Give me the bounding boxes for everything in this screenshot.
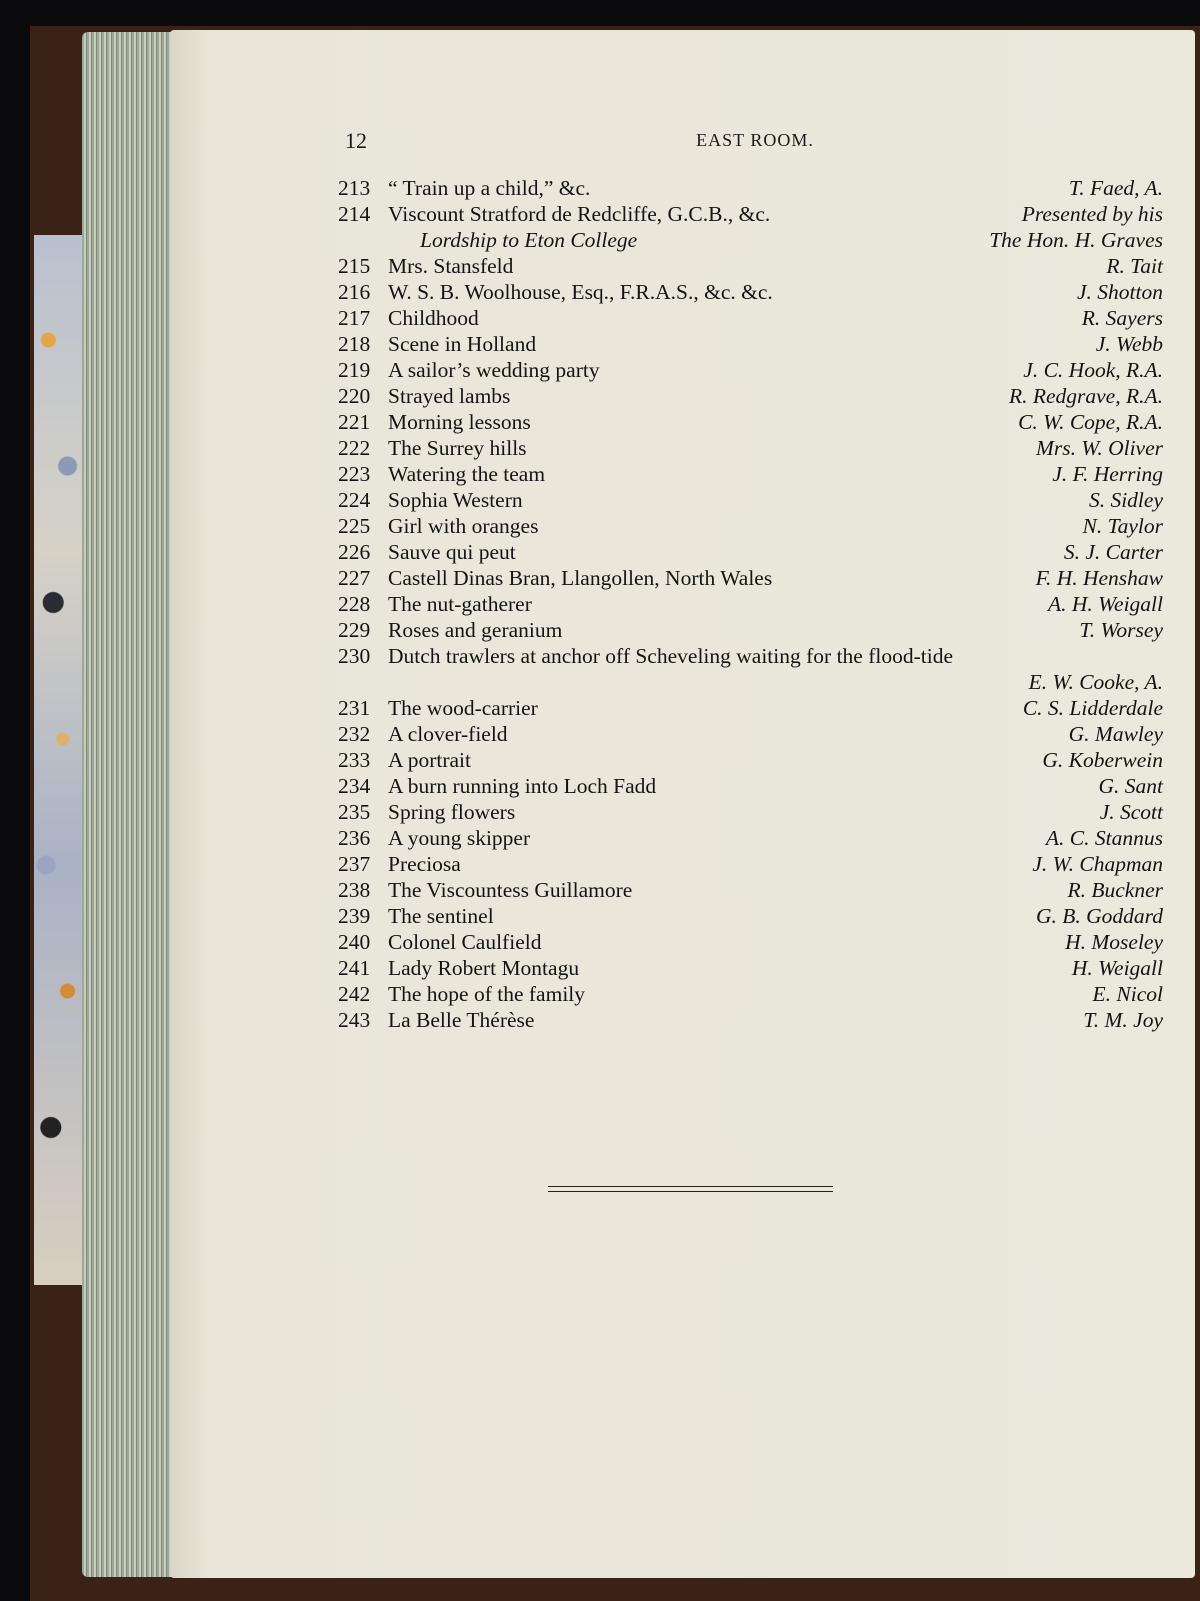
catalogue-entry [338, 981, 1163, 1007]
entry-artist: H. Weigall [1071, 956, 1163, 980]
entry-number: 218 [338, 332, 371, 356]
entry-number: 221 [338, 410, 371, 434]
entry-number: 216 [338, 280, 371, 304]
entry-title: Childhood [388, 306, 479, 330]
entry-number: 233 [338, 748, 371, 772]
entry-artist: J. W. Chapman [1032, 852, 1163, 876]
catalogue-entry [338, 591, 1163, 617]
entry-title: The Surrey hills [388, 436, 527, 460]
entry-number: 238 [338, 878, 371, 902]
catalogue-entry [338, 383, 1163, 409]
entry-note: Presented by his [1021, 202, 1163, 226]
catalogue-entries [338, 175, 1163, 1033]
entry-artist: H. Moseley [1065, 930, 1163, 954]
entry-title: Sauve qui peut [388, 540, 516, 564]
entry-title: Preciosa [388, 852, 461, 876]
entry-title: Lordship to Eton College [420, 228, 638, 252]
entry-number: 235 [338, 800, 371, 824]
entry-artist: A. H. Weigall [1047, 592, 1163, 616]
entry-artist: S. J. Carter [1063, 540, 1163, 564]
catalogue-entry [338, 435, 1163, 461]
entry-title: Watering the team [388, 462, 546, 486]
entry-title: A sailor’s wedding party [388, 358, 600, 382]
entry-artist: Mrs. W. Oliver [1035, 436, 1163, 460]
catalogue-entry [338, 305, 1163, 331]
entry-artist: G. B. Goddard [1035, 904, 1163, 928]
entry-number: 237 [338, 852, 371, 876]
entry-artist: E. Nicol [1092, 982, 1163, 1006]
catalogue-entry [338, 227, 1163, 253]
entry-title: Lady Robert Montagu [388, 956, 580, 980]
entry-number: 243 [338, 1008, 371, 1032]
catalogue-entry [338, 955, 1163, 981]
entry-title: The wood-carrier [388, 696, 538, 720]
entry-number: 219 [338, 358, 371, 382]
catalogue-entry [338, 799, 1163, 825]
catalogue-entry [338, 825, 1163, 851]
entry-number: 224 [338, 488, 371, 512]
entry-number: 223 [338, 462, 371, 486]
entry-number: 222 [338, 436, 371, 460]
catalogue-entry [338, 409, 1163, 435]
entry-title: The hope of the family [388, 982, 586, 1006]
catalogue-entry [338, 695, 1163, 721]
entry-artist: R. Redgrave, R.A. [1008, 384, 1163, 408]
catalogue-entry [338, 643, 1163, 669]
entry-artist: T. Worsey [1079, 618, 1163, 642]
entry-number: 228 [338, 592, 371, 616]
entry-title: The nut-gatherer [388, 592, 532, 616]
entry-number: 215 [338, 254, 371, 278]
entry-artist: G. Sant [1098, 774, 1163, 798]
entry-artist: T. Faed, A. [1068, 176, 1163, 200]
entry-artist: S. Sidley [1088, 488, 1163, 512]
entry-artist: J. Shotton [1077, 280, 1163, 304]
entry-number: 230 [338, 644, 371, 668]
entry-number: 227 [338, 566, 371, 590]
page-header [345, 128, 1165, 158]
entry-title: The Viscountess Guillamore [388, 878, 633, 902]
catalogue-entry [338, 877, 1163, 903]
entry-artist: The Hon. H. Graves [989, 228, 1163, 252]
entry-title: La Belle Thérèse [388, 1008, 535, 1032]
entry-number: 226 [338, 540, 371, 564]
catalogue-entry [338, 565, 1163, 591]
entry-title: Scene in Holland [388, 332, 537, 356]
page-number: 12 [345, 128, 367, 153]
entry-title: Girl with oranges [388, 514, 539, 538]
entry-title: A portrait [388, 748, 471, 772]
entry-artist: R. Buckner [1067, 878, 1163, 902]
entry-artist: R. Sayers [1081, 306, 1163, 330]
entry-number: 231 [338, 696, 371, 720]
entry-title: Spring flowers [388, 800, 516, 824]
entry-artist: A. C. Stannus [1045, 826, 1163, 850]
entry-title: Morning lessons [388, 410, 531, 434]
catalogue-entry [338, 279, 1163, 305]
entry-number: 241 [338, 956, 371, 980]
entry-number: 225 [338, 514, 371, 538]
catalogue-entry [338, 175, 1163, 201]
entry-title: Castell Dinas Bran, Llangollen, North Wales [388, 566, 773, 590]
entry-artist: J. F. Herring [1052, 462, 1163, 486]
catalogue-entry [338, 357, 1163, 383]
catalogue-entry [338, 773, 1163, 799]
page-edges [82, 32, 182, 1577]
entry-number: 242 [338, 982, 371, 1006]
entry-number: 229 [338, 618, 371, 642]
catalogue-entry [338, 669, 1163, 695]
catalogue-entry [338, 201, 1163, 227]
catalogue-entry [338, 1007, 1163, 1033]
catalogue-entry [338, 331, 1163, 357]
catalogue-entry [338, 851, 1163, 877]
entry-number: 236 [338, 826, 371, 850]
entry-artist: J. Webb [1095, 332, 1163, 356]
entry-title: Viscount Stratford de Redcliffe, G.C.B., &c. [388, 202, 771, 226]
entry-artist: G. Koberwein [1042, 748, 1163, 772]
entry-number: 217 [338, 306, 371, 330]
entry-number: 232 [338, 722, 371, 746]
catalogue-entry [338, 253, 1163, 279]
catalogue-entry [338, 929, 1163, 955]
entry-number: 240 [338, 930, 371, 954]
room-title: EAST ROOM. [696, 130, 814, 150]
entry-number: 214 [338, 202, 371, 226]
entry-artist: T. M. Joy [1083, 1008, 1163, 1032]
entry-title: W. S. B. Woolhouse, Esq., F.R.A.S., &c. &c. [388, 280, 773, 304]
catalogue-entry [338, 903, 1163, 929]
entry-artist: C. W. Cope, R.A. [1018, 410, 1163, 434]
entry-title: A clover-field [388, 722, 508, 746]
entry-number: 220 [338, 384, 371, 408]
entry-title: The sentinel [388, 904, 494, 928]
entry-title: Dutch trawlers at anchor off Scheveling waiting for the flood-tide [388, 644, 953, 668]
entry-artist: G. Mawley [1068, 722, 1163, 746]
entry-title: Sophia Western [388, 488, 523, 512]
entry-title: Mrs. Stansfeld [388, 254, 514, 278]
entry-artist: J. C. Hook, R.A. [1023, 358, 1163, 382]
catalogue-entry [338, 539, 1163, 565]
double-rule-divider [548, 1186, 833, 1192]
catalogue-entry [338, 487, 1163, 513]
entry-title: Colonel Caulfield [388, 930, 542, 954]
entry-artist: N. Taylor [1082, 514, 1163, 538]
entry-title: A young skipper [388, 826, 531, 850]
catalogue-entry [338, 513, 1163, 539]
catalogue-entry [338, 461, 1163, 487]
marbled-endpaper [34, 235, 82, 1285]
entry-artist: E. W. Cooke, A. [1028, 670, 1163, 694]
entry-number: 213 [338, 176, 371, 200]
catalogue-entry [338, 747, 1163, 773]
entry-number: 234 [338, 774, 371, 798]
entry-artist: C. S. Lidderdale [1022, 696, 1163, 720]
catalogue-entry [338, 617, 1163, 643]
entry-title: “ Train up a child,” &c. [388, 176, 591, 200]
catalogue-entry [338, 721, 1163, 747]
entry-title: A burn running into Loch Fadd [388, 774, 657, 798]
entry-artist: J. Scott [1099, 800, 1163, 824]
entry-title: Strayed lambs [388, 384, 511, 408]
entry-title: Roses and geranium [388, 618, 563, 642]
entry-artist: F. H. Henshaw [1035, 566, 1163, 590]
entry-number: 239 [338, 904, 371, 928]
entry-artist: R. Tait [1106, 254, 1163, 278]
